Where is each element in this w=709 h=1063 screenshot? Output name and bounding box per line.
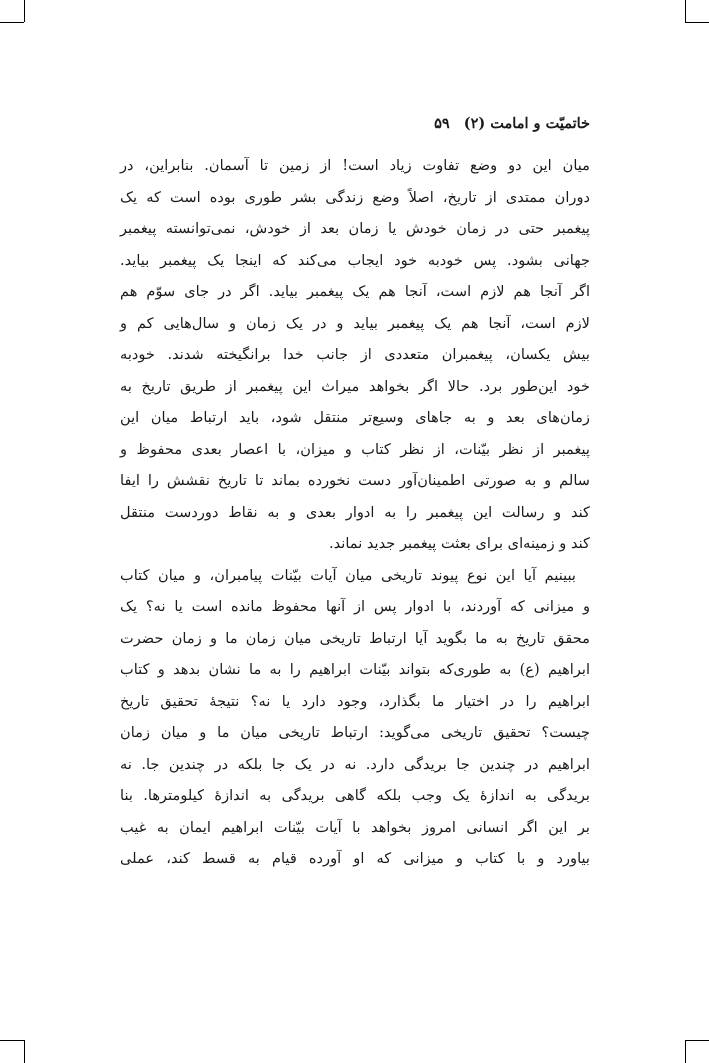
page-number: ۵۹ bbox=[434, 114, 450, 132]
crop-mark-top-left-v bbox=[24, 0, 25, 22]
crop-mark-bottom-left-h bbox=[0, 1040, 24, 1041]
text-line: بیاورد و با کتاب و میزانی که او آورده قیام به قسط کند، عملی bbox=[120, 850, 590, 867]
text-line: دوران ممتدی از تاریخ، اصلاً وضع زندگی بشر طوری بوده است که یک bbox=[120, 188, 590, 206]
text-line: ابراهیم در چندین جا بریدگی دارد. نه در یک جا بلکه در چندین جا. نه bbox=[120, 755, 590, 773]
paragraph-2 bbox=[120, 560, 590, 875]
crop-mark-bottom-right-h bbox=[685, 1040, 709, 1041]
text-line: پیغمبر حتی در زمان خودش یا زمان بعد از خودش، نمی‌توانسته پیغمبر bbox=[120, 220, 590, 237]
book-page bbox=[120, 0, 590, 1063]
text-line: میان این دو وضع تفاوت زیاد است! از زمین تا آسمان. بنابراین، در bbox=[120, 157, 590, 174]
text-line: زمان‌های بعد و به جاهای وسیع‌تر منتقل شود، باید ارتباط میان این bbox=[120, 409, 590, 426]
paragraph-1 bbox=[120, 150, 590, 560]
crop-mark-top-right-v bbox=[685, 0, 686, 22]
text-line: بر این اگر انسانی امروز بخواهد با آیات بیّنات ابراهیم ایمان به غیب bbox=[120, 818, 590, 836]
crop-mark-top-right-h bbox=[685, 22, 709, 23]
text-line: پیغمبر از نظر بیّنات، از نظر کتاب و میزان، با اعصار بعدی محفوظ و bbox=[120, 440, 590, 458]
text-line: ابراهیم (ع) به طوری‌که بتواند بیّنات ابراهیم را به ما نشان بدهد و کتاب bbox=[120, 661, 590, 678]
text-line: لازم است، آنجا هم یک پیغمبر بیاید و در یک زمان و سال‌هایی کم و bbox=[120, 314, 590, 332]
text-line: و میزانی که آوردند، با ادوار پس از آنها محفوظ مانده است یا نه؟ یک bbox=[120, 598, 590, 615]
crop-mark-bottom-left-v bbox=[24, 1040, 25, 1063]
text-line: اگر آنجا هم لازم است، آنجا هم یک پیغمبر بیاید. اگر در جای سوّم هم bbox=[120, 283, 590, 300]
text-line: ببینیم آیا این نوع پیوند تاریخی میان آیات بیّنات پیامبران، و میان کتاب bbox=[120, 566, 576, 584]
crop-mark-bottom-right-v bbox=[685, 1040, 686, 1063]
text-line: سالم و به صورتی اطمینان‌آور دست نخورده بماند تا تاریخ نقشش را ایفا bbox=[120, 472, 590, 489]
text-line: خود این‌طور برد. حالا اگر بخواهد میراث این پیغمبر از طریق تاریخ به bbox=[120, 377, 590, 395]
running-head-title: خاتمیّت و امامت (۲) bbox=[463, 114, 590, 132]
text-line: جهانی بشود. پس خودبه خود ایجاب می‌کند که اینجا یک پیغمبر بیاید. bbox=[120, 251, 590, 269]
text-line: بریدگی به اندازهٔ یک وجب بلکه گاهی بریدگی به اندازهٔ کیلومترها. بنا bbox=[120, 787, 590, 804]
running-head bbox=[120, 112, 590, 134]
text-line: بیش یکسان، پیغمبران متعددی از جانب خدا برانگیخته شدند. خودبه bbox=[120, 346, 590, 363]
text-line: چیست؟ تحقیق تاریخی می‌گوید: ارتباط تاریخی میان ما و میان زمان bbox=[120, 724, 590, 741]
text-line: محقق تاریخ به ما بگوید آیا ارتباط تاریخی میان زمان ما و زمان حضرت bbox=[120, 629, 590, 647]
text-line: کند و رسالت این پیغمبر را به ادوار بعدی و به نقاط دوردست منتقل bbox=[120, 503, 590, 521]
crop-mark-top-left-h bbox=[0, 22, 24, 23]
body-text bbox=[120, 150, 590, 875]
text-line: کند و زمینه‌ای برای بعثت پیغمبر جدید نماند. bbox=[328, 535, 590, 552]
text-line: ابراهیم را در اختیار ما بگذارد، وجود دارد یا نه؟ نتیجهٔ تحقیق تاریخ bbox=[120, 692, 590, 710]
